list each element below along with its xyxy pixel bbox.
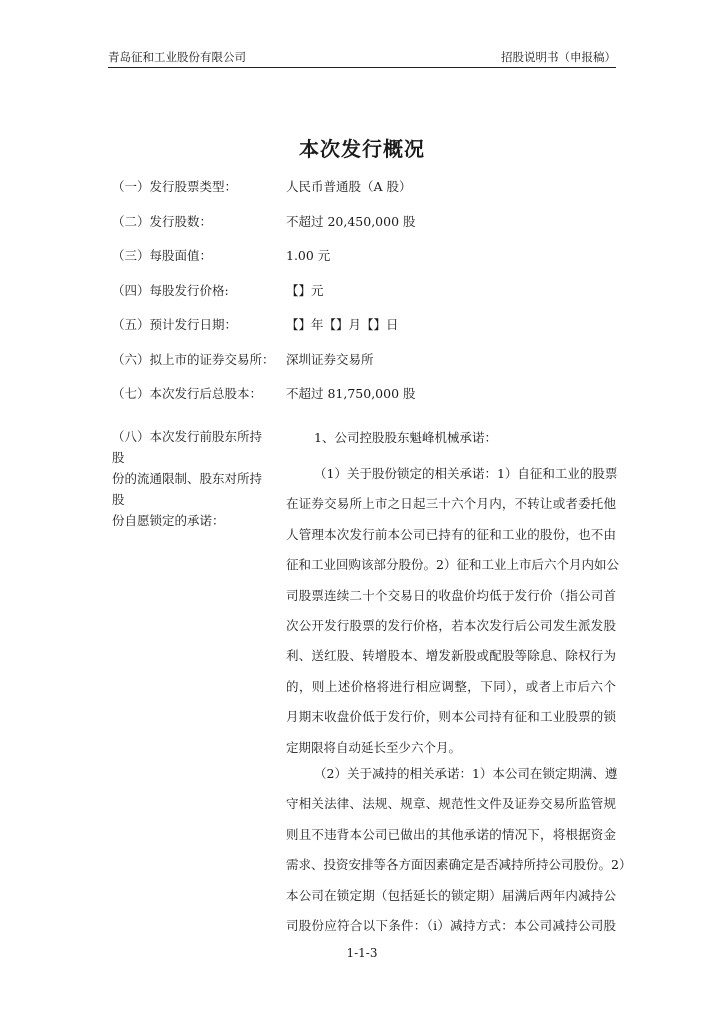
paragraph-line: 则且不违背本公司已做出的其他承诺的情况下，将根据资金 [286, 826, 616, 842]
item-label: （一）发行股票类型： [112, 179, 238, 194]
paragraph-line: 在证券交易所上市之日起三十六个月内，不转让或者委托他 [286, 496, 616, 512]
lock-up-label-line: 份自愿锁定的承诺： [112, 513, 225, 528]
paragraph-line: 守相关法律、法规、规章、规范性文件及证券交易所监管规 [286, 796, 616, 812]
item-value: 深圳证券交易所 [286, 351, 374, 367]
list-item [112, 384, 612, 419]
paragraph-line: 司股份应符合以下条件：（i）减持方式：本公司减持公司股 [286, 918, 616, 934]
list-item [112, 212, 612, 247]
paragraph-line: 月期末收盘价低于发行价，则本公司持有征和工业股票的锁 [286, 709, 616, 725]
lock-up-commitment-paragraph [286, 459, 619, 763]
paragraph-line: 定期限将自动延长至少六个月。 [286, 739, 462, 755]
paragraph-line: 需求、投资安排等各方面因素确定是否减持所持公司股份。2） [286, 857, 632, 873]
list-item [112, 350, 612, 385]
item-label: （三）每股面值： [112, 248, 213, 263]
paragraph-line: （2）关于减持的相关承诺：1）本公司在锁定期满、遵 [314, 766, 618, 781]
paragraph-line: 次公开发行股票的发行价格，若本次发行后公司发生派发股 [286, 618, 616, 634]
list-item [112, 281, 612, 316]
item-value: 不超过 20,450,000 股 [286, 213, 416, 229]
header-document-title: 招股说明书（申报稿） [501, 50, 616, 64]
lock-up-label [112, 426, 272, 531]
commitment-heading: 1、公司控股股东魁峰机械承诺： [314, 430, 497, 445]
reduction-commitment-paragraph [286, 759, 632, 941]
paragraph-line: 征和工业回购该部分股份。2）征和工业上市后六个月内如公 [286, 557, 619, 573]
header-company-name: 青岛征和工业股份有限公司 [108, 50, 246, 64]
page-title: 本次发行概况 [299, 137, 425, 161]
list-item [112, 246, 612, 281]
item-label: （二）发行股数： [112, 213, 213, 229]
item-label: （七）本次发行后总股本： [112, 386, 263, 401]
paragraph-line: 司股票连续二十个交易日的收盘价均低于发行价（指公司首 [286, 587, 616, 603]
list-item [112, 177, 612, 212]
lock-up-label-line: 份的流通限制、股东对所持股 [112, 471, 263, 507]
item-value: 【】年【】月【】日 [286, 317, 399, 332]
paragraph-line: 人管理本次发行前本公司已持有的征和工业的股份，也不由 [286, 526, 616, 542]
paragraph-line: 本公司在锁定期（包括延长的锁定期）届满后两年内减持公 [286, 887, 616, 903]
paragraph-line: 的，则上述价格将进行相应调整，下同），或者上市后六个 [286, 678, 616, 694]
page-header [108, 47, 616, 68]
item-label: （五）预计发行日期： [112, 317, 238, 332]
item-value: 不超过 81,750,000 股 [286, 386, 416, 401]
item-label: （六）拟上市的证券交易所： [112, 351, 275, 367]
list-item [112, 315, 612, 350]
lock-up-label-line: （八）本次发行前股东所持股 [112, 429, 263, 465]
page-number: 1-1-3 [346, 946, 378, 960]
item-value: 人民币普通股（A 股） [286, 179, 412, 194]
item-value: 【】元 [286, 282, 324, 298]
offering-overview-list [112, 177, 612, 419]
item-value: 1.00 元 [286, 248, 331, 263]
paragraph-line: （1）关于股份锁定的相关承诺：1）自征和工业的股票 [314, 466, 618, 481]
item-label: （四）每股发行价格: [112, 282, 229, 298]
paragraph-line: 利、送红股、转增股本、增发新股或配股等除息、除权行为 [286, 648, 616, 664]
